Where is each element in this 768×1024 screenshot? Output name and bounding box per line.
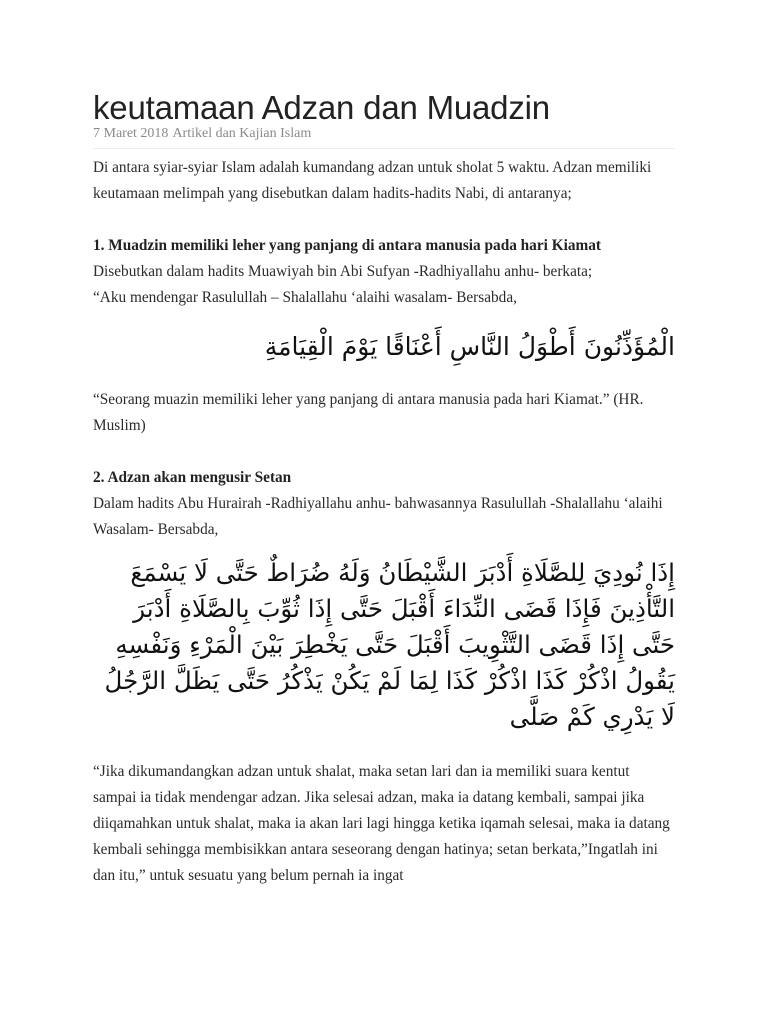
section-2-translation: “Jika dikumandangkan adzan untuk shalat, maka setan lari dan ia memiliki suara kentut sampai ia tidak mendengar adzan. Jika selesai adzan, maka ia datang kembali, sampai jika diiqamahkan untuk shalat, maka ia akan lari lagi hingga ketika iqamah selesai, maka ia datang kembali sehingga membisikkan antara seseorang dengan hatinya; setan berkata,”Ingatlah ini dan itu,” untuk sesuatu yang belum pernah ia ingat <box>93 763 670 884</box>
article-content <box>93 155 675 889</box>
section-1-lead-quote: “Aku mendengar Rasulullah – Shalallahu ‘alaihi wasalam- Bersabda, <box>93 289 517 306</box>
section-1-arabic-hadith: الْمُؤَذِّنُونَ أَطْوَلُ النَّاسِ أَعْنَاقًا يَوْمَ الْقِيَامَةِ <box>264 332 675 361</box>
section-2-lead: Dalam hadits Abu Hurairah -Radhiyallahu anhu- bahwasannya Rasulullah -Shalallahu ‘alaihi Wasalam- Bersabda, <box>93 495 663 538</box>
section-1-translation: “Seorang muazin memiliki leher yang panjang di antara manusia pada hari Kiamat.” (HR. Muslim) <box>93 391 644 434</box>
intro-paragraph: Di antara syiar-syiar Islam adalah kumandang adzan untuk sholat 5 waktu. Adzan memiliki keutamaan melimpah yang disebutkan dalam hadits-hadits Nabi, di antaranya; <box>93 159 652 202</box>
article-date[interactable]: 7 Maret 2018 <box>93 126 169 141</box>
section-1-heading: 1. Muadzin memiliki leher yang panjang di antara manusia pada hari Kiamat <box>93 237 601 254</box>
section-2-arabic-hadith: إِذَا نُودِيَ لِلصَّلَاةِ أَدْبَرَ الشَّيْطَانُ وَلَهُ ضُرَاطٌ حَتَّى لَا يَسْمَعَ التَّأْذِينَ فَإِذَا قَضَى النِّدَاءَ أَقْبَلَ حَتَّى إِذَا ثُوِّبَ بِالصَّلَاةِ أَدْبَرَ حَتَّى إِذَا قَضَى التَّثْوِيبَ أَقْبَلَ حَتَّى يَخْطِرَ بَيْنَ الْمَرْءِ وَنَفْسِهِ يَقُولُ اذْكُرْ كَذَا اذْكُرْ كَذَا لِمَا لَمْ يَكُنْ يَذْكُرُ حَتَّى يَظَلَّ الرَّجُلُ لَا يَدْرِي كَمْ صَلَّى <box>104 558 675 731</box>
article-category[interactable]: Artikel dan Kajian Islam <box>172 126 312 141</box>
article-title: keutamaan Adzan dan Muadzin <box>93 89 550 126</box>
spacer <box>93 439 675 465</box>
spacer <box>93 207 675 233</box>
section-2-heading: 2. Adzan akan mengusir Setan <box>93 469 292 486</box>
section-1-lead: Disebutkan dalam hadits Muawiyah bin Abi Sufyan -Radhiyallahu anhu- berkata; <box>93 263 593 280</box>
